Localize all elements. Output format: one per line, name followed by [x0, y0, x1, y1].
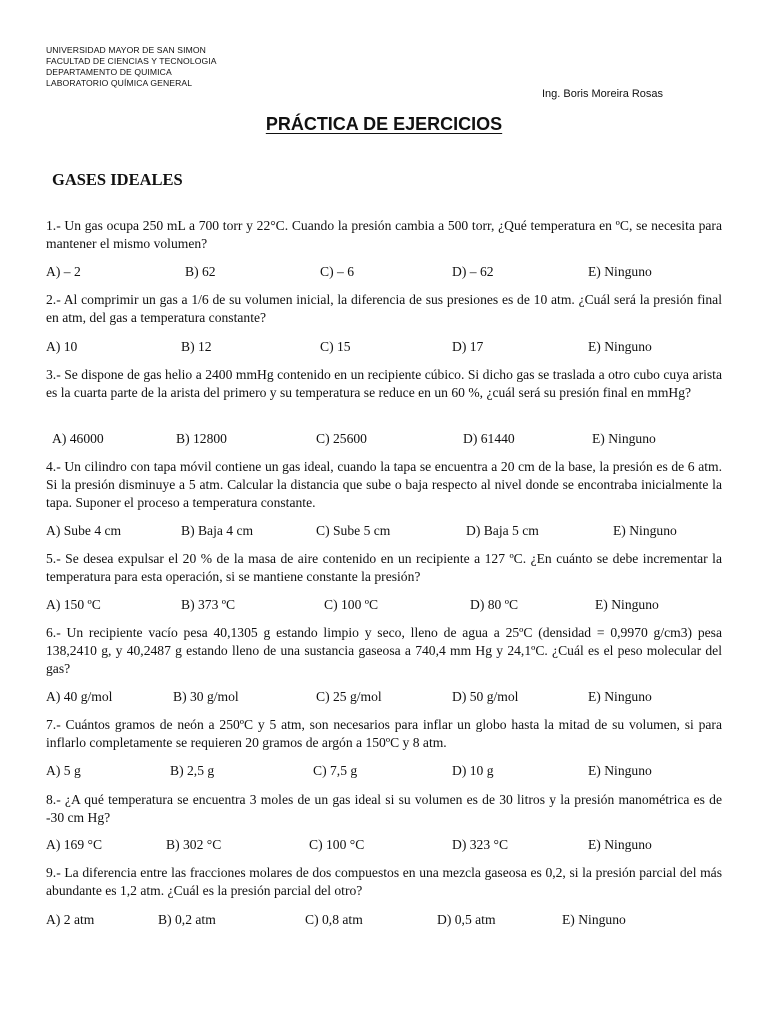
options-row-7	[0, 762, 768, 780]
option-c: C) 25600	[316, 431, 367, 446]
options-row-2	[0, 338, 768, 356]
option-d: D) – 62	[452, 264, 494, 279]
option-c: C) 15	[320, 339, 351, 354]
option-d: D) 80 ºC	[470, 597, 519, 612]
option-b: B) 302 °C	[166, 837, 222, 852]
option-e: E) Ninguno	[588, 339, 652, 354]
institution-header	[46, 45, 217, 89]
option-a: A) 150 ºC	[46, 597, 101, 612]
author-name: Ing. Boris Moreira Rosas	[542, 88, 664, 100]
question-8: 8.- ¿A qué temperatura se encuentra 3 moles de un gas ideal si su volumen es de 30 litros y la presión manométrica es de -30 cm Hg?	[46, 792, 722, 825]
question-7: 7.- Cuántos gramos de neón a 250ºC y 5 atm, son necesarios para inflar un globo hasta la mitad de su volumen, si para inflarlo completamente se requieren 20 gramos de argón a 150ºC y 8 atm.	[46, 717, 722, 750]
option-d: D) 323 °C	[452, 837, 509, 852]
option-e: E) Ninguno	[613, 523, 677, 538]
option-b: B) 12	[181, 339, 212, 354]
option-b: B) Baja 4 cm	[181, 523, 254, 538]
option-c: C) – 6	[320, 264, 354, 279]
option-c: C) 100 ºC	[324, 597, 379, 612]
options-row-5	[0, 596, 768, 614]
option-c: C) 7,5 g	[313, 763, 358, 778]
faculty-name: FACULTAD DE CIENCIAS Y TECNOLOGIA	[46, 56, 217, 66]
option-b: B) 62	[185, 264, 216, 279]
option-a: A) 5 g	[46, 763, 81, 778]
section-title: GASES IDEALES	[52, 170, 183, 189]
options-row-4	[0, 522, 768, 540]
laboratory-name: LABORATORIO QUÍMICA GENERAL	[46, 78, 193, 88]
option-b: B) 30 g/mol	[173, 689, 239, 704]
option-d: D) 0,5 atm	[437, 912, 496, 927]
question-5: 5.- Se desea expulsar el 20 % de la masa de aire contenido en un recipiente a 127 ºC. ¿En cuánto se debe incrementar la temperatura para esta operación, si se mantiene constante la presión?	[46, 551, 722, 584]
question-4: 4.- Un cilindro con tapa móvil contiene un gas ideal, cuando la tapa se encuentra a 20 cm de la base, la presión es de 6 atm. Si la presión disminuye a 5 atm. Calcular la distancia que sube o baja respecto al nivel donde se encontraba inicialmente la tapa. Suponer el proceso a temperatura constante.	[46, 459, 722, 510]
option-e: E) Ninguno	[592, 431, 656, 446]
options-row-6	[0, 688, 768, 706]
option-b: B) 373 ºC	[181, 597, 236, 612]
option-d: D) 61440	[463, 431, 515, 446]
option-a: A) 2 atm	[46, 912, 95, 927]
university-name: UNIVERSIDAD MAYOR DE SAN SIMON	[46, 45, 206, 55]
option-a: A) 10	[46, 339, 78, 354]
option-a: A) Sube 4 cm	[46, 523, 122, 538]
option-d: D) 50 g/mol	[452, 689, 519, 704]
option-a: A) 169 °C	[46, 837, 103, 852]
option-b: B) 2,5 g	[170, 763, 215, 778]
option-d: D) Baja 5 cm	[466, 523, 539, 538]
option-e: E) Ninguno	[595, 597, 659, 612]
option-e: E) Ninguno	[588, 264, 652, 279]
question-3: 3.- Se dispone de gas helio a 2400 mmHg contenido en un recipiente cúbico. Si dicho gas se traslada a otro cubo cuya arista es la cuarta parte de la arista del primero y su temperatura se reduce en un 60 %, ¿cuál será su presión final en mmHg?	[46, 367, 722, 400]
option-d: D) 10 g	[452, 763, 494, 778]
options-row-1	[0, 263, 768, 281]
question-1: 1.- Un gas ocupa 250 mL a 700 torr y 22°C. Cuando la presión cambia a 500 torr, ¿Qué temperatura en ºC, se necesita para mantener el mismo volumen?	[46, 218, 722, 251]
option-c: C) 0,8 atm	[305, 912, 363, 927]
department-name: DEPARTAMENTO DE QUIMICA	[46, 67, 172, 77]
option-c: C) Sube 5 cm	[316, 523, 391, 538]
option-a: A) 40 g/mol	[46, 689, 113, 704]
option-a: A) – 2	[46, 264, 81, 279]
option-d: D) 17	[452, 339, 484, 354]
options-row-8	[0, 836, 768, 854]
option-e: E) Ninguno	[588, 763, 652, 778]
question-2: 2.- Al comprimir un gas a 1/6 de su volumen inicial, la diferencia de sus presiones es de 10 atm. ¿Cuál será la presión final en atm, del gas a temperatura constante?	[46, 292, 722, 325]
option-a: A) 46000	[52, 431, 104, 446]
option-c: C) 100 °C	[309, 837, 365, 852]
option-c: C) 25 g/mol	[316, 689, 382, 704]
question-6: 6.- Un recipiente vacío pesa 40,1305 g estando limpio y seco, lleno de agua a 25ºC (densidad = 0,9970 g/cm3) pesa 138,2410 g, y 40,2487 g estando lleno de una sustancia gaseosa a 740,4 mm Hg y 24,1ºC. ¿Cuál es el peso molecular del gas?	[46, 625, 722, 676]
options-row-3	[0, 430, 768, 448]
options-row-9	[0, 911, 768, 929]
option-b: B) 12800	[176, 431, 227, 446]
option-e: E) Ninguno	[588, 837, 652, 852]
question-9: 9.- La diferencia entre las fracciones molares de dos compuestos en una mezcla gaseosa es 0,2, si la presión parcial del más abundante es 1,2 atm. ¿Cuál es la presión parcial del otro?	[46, 865, 722, 898]
page-title: PRÁCTICA DE EJERCICIOS	[265, 114, 503, 134]
option-e: E) Ninguno	[562, 912, 626, 927]
option-e: E) Ninguno	[588, 689, 652, 704]
option-b: B) 0,2 atm	[158, 912, 216, 927]
